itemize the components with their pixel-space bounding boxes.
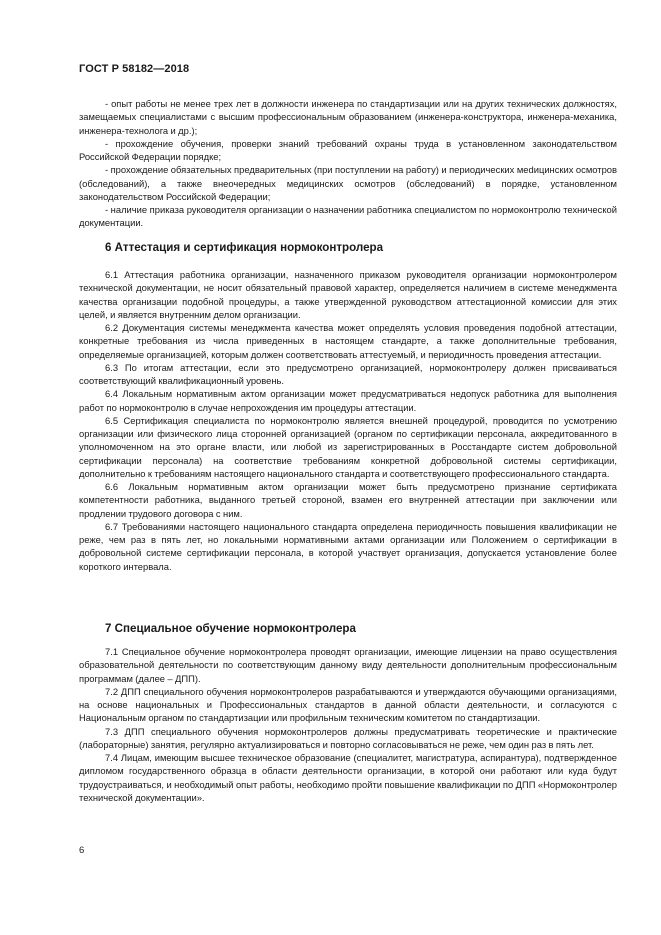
paragraph-6-4: 6.4 Локальным нормативным актом организации может предусматриваться недопуск работника для выполнения работ по нормоконтролю в случае непрохождения им процедуры аттестации. — [79, 388, 617, 413]
section-7-body — [79, 645, 617, 804]
paragraph-6-6: 6.6 Локальным нормативным актом организации может быть предусмотрено признание сертификата компетентности работника, выданного третьей стороной, взамен его внутренней аттестации при заключении или продлении трудового договора с ним. — [79, 481, 617, 519]
list-item: - прохождение обучения, проверки знаний требований охраны труда в установленном законодательством Российской Федерации порядке; — [79, 137, 617, 162]
paragraph-6-5: 6.5 Сертификация специалиста по нормоконтролю является внешней процедурой, проводится по усмотрению организации или физического лица сторонней организацией (органом по сертификации персонала, аккредитованного в уполномоченном на это органе власти, или любой из зарегистрированных в Росстандарте систем добровольной сертификации персонала) на соответствие требованиям конкретной добровольной системы сертификации, дополнительно к требованиям настоящего национального стандарта и соответствующего профессионального стандарта. — [79, 414, 617, 479]
list-item: - наличие приказа руководителя организации о назначении работника специалистом по нормоконтролю технической документации. — [79, 204, 617, 229]
list-item: - прохождение обязательных предварительных (при поступлении на работу) и периодических меdицинских осмотров (обследований), а также внеочередных медицинских осмотров (обследований) в порядке, установленном законодательством Российской Федерации; — [79, 164, 617, 202]
paragraph-6-3: 6.3 По итогам аттестации, если это предусмотрено организацией, нормоконтролеру должен присваиваться соответствующий квалификационный уровень. — [79, 361, 617, 386]
paragraph-7-4: 7.4 Лицам, имеющим высшее техническое образование (специалитет, магистратура, аспирантура), подтвержденное дипломом государственного образца в области деятельности организации, в которой они работают или куда будут трудоустраиваться, и необходимый опыт работы, необходимо пройти повышение квалификации по ДПП «Нормоконтролер технической документации». — [79, 752, 617, 803]
paragraph-7-1: 7.1 Специальное обучение нормоконтролера проводят организации, имеющие лицензии на право осуществления образовательной деятельности по соответствующим данному виду деятельности дополнительным профессиональным программам (далее – ДПП). — [79, 646, 617, 684]
page-number: 6 — [79, 845, 85, 856]
requirements-list — [79, 97, 617, 230]
paragraph-7-2: 7.2 ДПП специального обучения нормоконтролеров разрабатываются и утверждаются обучающими организациями, на основе национальных и Профессиональных стандартов в данной области деятельности, и согласуются с Национальным органом по стандартизации или профильным техническим комитетом по стандартизации. — [79, 685, 617, 724]
section-6-body — [79, 268, 617, 573]
paragraph-6-1: 6.1 Аттестация работника организации, назначенного приказом руководителя организации нормоконтролером технической документации, не носит обязательный правовой характер, определяется наличием в системе менеджмента качества организации подобной процедуры, а также утвержденной руководством аттестационной комиссии для этих целей, и является внутренним делом организации. — [79, 269, 617, 320]
section-6-heading: 6 Аттестация и сертификация нормоконтролера — [105, 241, 384, 254]
paragraph-6-7: 6.7 Требованиями настоящего национального стандарта определена периодичность повышения квалификации не реже, чем раз в пять лет, но локальными нормативными актами организации или Положением о сертификации в добровольной системе сертификации персонала, в которой участвует организация, допускается установление более короткого интервала. — [79, 520, 617, 572]
paragraph-6-2: 6.2 Документация системы менеджмента качества может определять условия проведения подобной аттестации, конкретные требования из числа приведенных в настоящем стандарте, а также дополнительные требования, определяемые организацией, которым должен соответствовать аттестуемый, и периодичность проведения аттестации. — [79, 322, 617, 360]
list-item: - опыт работы не менее трех лет в должности инженера по стандартизации или на других технических должностях, замещаемых специалистами с высшим профессиональным образованием (инженера-конструктора, инженера-механика, инженера-технолога и др.); — [79, 98, 617, 136]
document-header: ГОСТ Р 58182—2018 — [79, 63, 190, 75]
section-7-heading: 7 Специальное обучение нормоконтролера — [105, 622, 356, 635]
paragraph-7-3: 7.3 ДПП специального обучения нормоконтролеров должны предусматривать теоретические и практические (лабораторные) занятия, регулярно актуализироваться и повторно согласовываться не реже, чем один раз в пять лет. — [79, 725, 617, 750]
